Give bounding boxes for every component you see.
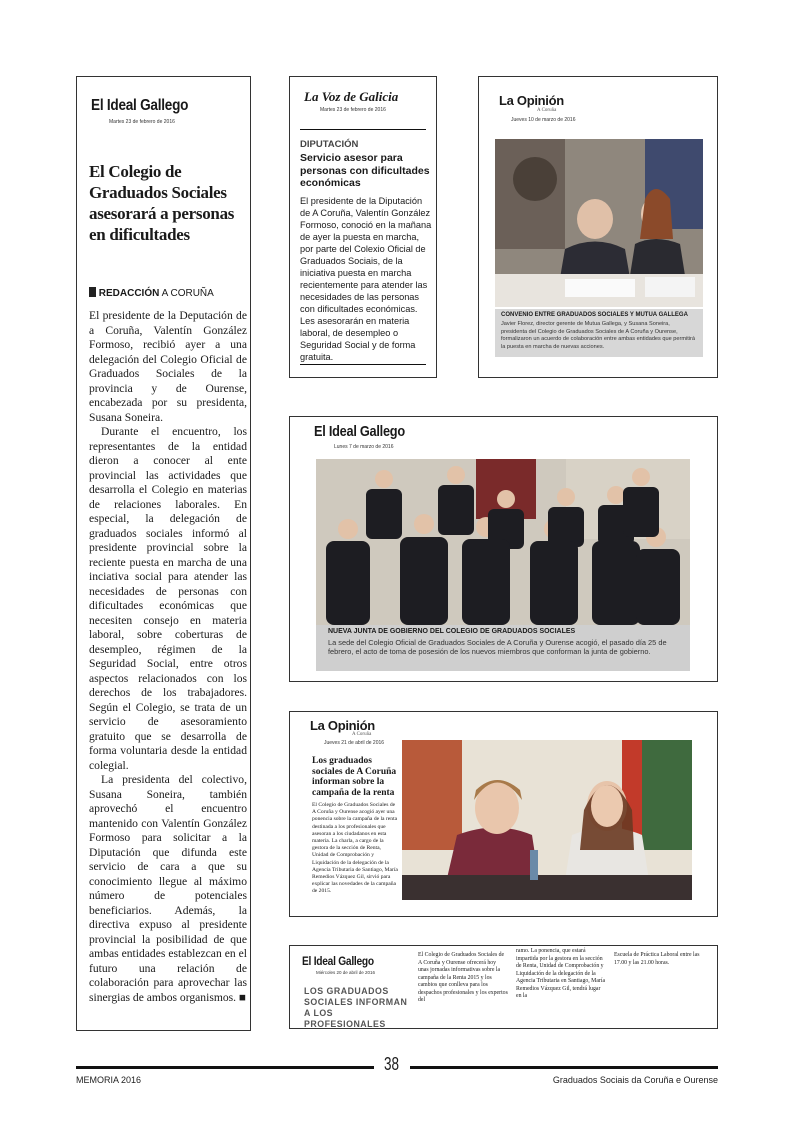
clip-ideal-gallego-junta	[289, 416, 718, 682]
masthead: El Ideal Gallego	[302, 954, 374, 968]
footer-rule-left	[76, 1066, 374, 1069]
footer-rule-right	[410, 1066, 718, 1069]
paragraph: El presidente de la Deputación de a Coruña, Valentín González Formoso, recibió ayer a una delegación del Colegio Oficial de Graduados Sociales de la provincia y de Ourense, encabezada por su presidenta, Susana Soneira.	[89, 309, 247, 424]
group-photo-svg	[316, 459, 690, 625]
paragraph: Durante el encuentro, los representantes de la entidad dieron a conocer al ente provincial las actividades que desarrolla el Colegio en materias de relaciones laborales. En especial, la delegación de graduados sociales informó al presidente provincial sobre la reciente puesta en marcha de una inciativa social para atender las necesidades de personas con dificultades económicas que necesiten consejo en materia laboral, sobre coberturas de desempleo, régimen de la Seguridad Social, entre otros aspectos relacionados con los derechos de los trabajadores. Según el Colegio, se trata de un servicio de asesoramiento gratuito que se desarrolla de forma voluntaria desde la entidad colegial.	[89, 425, 247, 772]
date: Jueves 21 de abril de 2016	[324, 740, 385, 746]
masthead: El Ideal Gallego	[91, 97, 189, 114]
date: Martes 23 de febrero de 2016	[109, 119, 175, 125]
byline	[89, 287, 214, 299]
article-col-2: ramo. La ponencia, que estará impartida por la gestora en la sección de Renta, Unidad de Comprobación y Liquidación de la delegación de la Agencia Tributaria en Santiago, María Remedios Vázquez Gil, tendrá lugar en la	[516, 948, 606, 999]
page-number: 38	[384, 1054, 400, 1074]
footer-left-text: MEMORIA 2016	[76, 1075, 142, 1085]
date: Jueves 10 de marzo de 2016	[511, 117, 576, 123]
headline: Los graduados sociales de A Coruña informan sobre la campaña de la renta	[312, 756, 397, 798]
photo-renta-ponencia	[402, 740, 692, 900]
photo-junta-gobierno	[316, 459, 690, 625]
subhead: A Coruña	[537, 108, 557, 113]
headline: El Colegio de Graduados Sociales asesorará a personas en dificultades	[89, 162, 235, 244]
caption-title: CONVENIO ENTRE GRADUADOS SOCIALES Y MUTUA GALLEGA	[501, 312, 688, 318]
date: Miércoles 20 de abril de 2016	[316, 970, 376, 975]
byline-author: REDACCIÓN	[98, 288, 160, 299]
caption-title: NUEVA JUNTA DE GOBIERNO DEL COLEGIO DE GRADUADOS SOCIALES	[328, 628, 576, 635]
article-body	[89, 309, 247, 1005]
article-col-1: El Colegio de Graduados Sociales de A Coruña y Ourense ofrecerá hoy unas jornadas informativas sobre la campaña de la Renta 2015 y los cambios que conlleva para los despachos profesionales y los expertos del	[418, 952, 508, 1003]
photo-scene-svg	[495, 139, 703, 307]
date: Martes 23 de febrero de 2016	[320, 107, 386, 113]
masthead: El Ideal Gallego	[314, 423, 405, 440]
article-body: El presidente de la Diputación de A Coruña, Valentín González Formoso, conoció en la mañana de ayer la puesta en marcha, por parte del Colexio Oficial de Graduados Sociais, de la iniciativa puesta en marcha recientemente para atender las necesidades de las personas con dificultades económicas. Les asesorarán en materia laboral, de desempleo o Seguridad Social y de forma gratuita.	[300, 196, 432, 362]
date: Lunes 7 de marzo de 2016	[334, 444, 394, 450]
caption-text: Javier Florez, director gerente de Mutua Gallega, y Susana Soneira, presidenta del Colegio de Graduados Sociales de A Coruña y Ourense, formalizaron un acuerdo de colaboración entre ambas entidades que permitirá la puesta en marcha de nuevas acciones.	[501, 321, 696, 350]
clip-voz-galicia	[289, 76, 437, 378]
clip-la-opinion-convenio	[478, 76, 718, 378]
caption-box	[316, 625, 690, 671]
headline: LOS GRADUADOS SOCIALES INFORMAN A LOS PROFESIONALES	[304, 986, 408, 1029]
photo-convenio-signing	[495, 139, 703, 307]
caption-text: La sede del Colegio Oficial de Graduados Sociales de A Coruña y Ourense acogió, el pasado día 25 de febrero, el acto de toma de posesión de los nuevos miembros que conforman la junta de gobierno.	[328, 638, 667, 656]
clip-la-opinion-renta	[289, 711, 718, 917]
masthead: La Opinión	[499, 93, 564, 108]
article-col-3: Escuela de Práctica Laboral entre las 17.00 y las 21.00 horas.	[614, 952, 700, 966]
masthead: La Voz de Galicia	[304, 89, 399, 104]
paragraph: La presidenta del colectivo, Susana Soneira, también aprovechó el encuentro mantenido con Valentín González Formoso para solicitar a la Diputación que difunda este servicio de cara a que su conocimiento llegue al máximo número de potenciales beneficiarios. Además, la directiva expuso al presidente provincial la posibilidad de que ambas entidades establezcan en el futuro una relación de colaboración para aprovechar las sinergias de ambos organismos. ■	[89, 773, 247, 1004]
clip-ideal-gallego-feb23	[76, 76, 251, 1031]
masthead: La Opinión	[310, 718, 375, 733]
headline: Servicio asesor para personas con dificultades económicas	[300, 152, 430, 189]
clip-ideal-gallego-renta	[289, 945, 718, 1029]
bottom-rule	[300, 364, 426, 365]
byline-place: A CORUÑA	[161, 288, 214, 299]
article-body: El Colegio de Graduados Sociales de A Coruña y Ourense acogió ayer una ponencia sobre la campaña de la renta destinada a los profesionales que asesoran a los ciudadanos en esta materia. La charla, a cargo de la gestora de la sección de Renta, Unidad de Comprobación y Liquidación de la delegación de la Agencia Tributaria de Santiago, María Remedios Vázquez Gil, sirvió para explicar las novedades de la campaña de 2015.	[312, 802, 398, 895]
top-rule	[300, 129, 426, 130]
footer-right-text: Graduados Sociais da Coruña e Ourense	[552, 1075, 718, 1085]
section-label: DIPUTACIÓN	[300, 139, 359, 150]
caption-box	[495, 309, 703, 357]
subhead: A Coruña	[352, 732, 372, 737]
photo-scene-svg	[402, 740, 692, 900]
